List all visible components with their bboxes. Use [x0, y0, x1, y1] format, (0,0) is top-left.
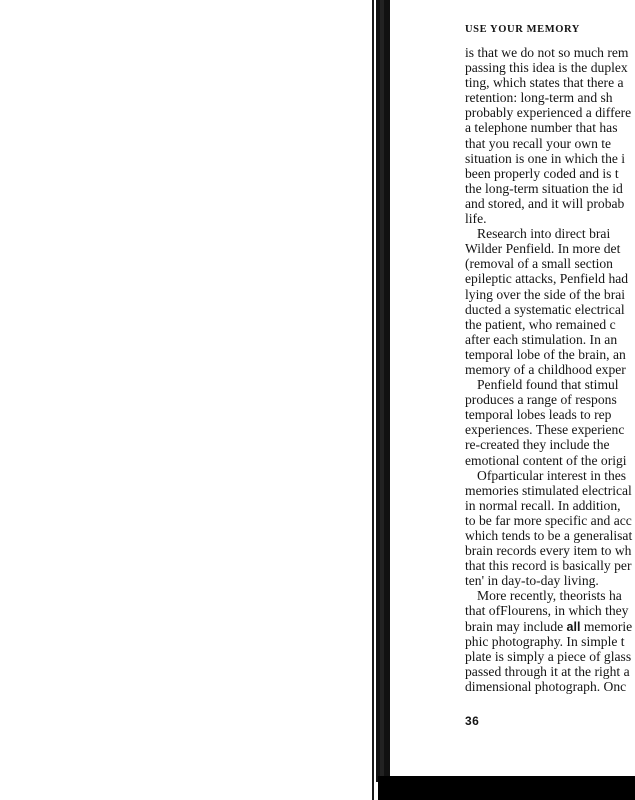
- text-line: retention: long-term and sh: [465, 90, 613, 106]
- text-line: Wilder Penfield. In more det: [465, 241, 621, 257]
- text-line: re-created they include the: [465, 437, 610, 453]
- paragraph: [465, 588, 635, 694]
- text-line: is that we do not so much rem: [465, 45, 629, 60]
- paragraph: [465, 377, 635, 468]
- text-line: after each stimulation. In an: [465, 331, 618, 347]
- text-line: memories stimulated electrical: [465, 482, 632, 498]
- paragraph: [465, 468, 635, 589]
- text-line: passed through it at the right a: [465, 663, 630, 679]
- text-line: that this record is basically per: [465, 558, 632, 574]
- text-line: ducted a systematic electrical: [465, 301, 625, 317]
- text-line: lying over the side of the brai: [465, 286, 626, 302]
- paragraph: [465, 45, 635, 226]
- text-line: temporal lobes leads to rep: [465, 407, 612, 423]
- text-line: been properly coded and is t: [465, 165, 619, 181]
- text-line: life.: [465, 211, 487, 227]
- text-line: probably experienced a differe: [465, 105, 632, 121]
- text-line: brain records every item to wh: [465, 543, 632, 559]
- book-page: [394, 0, 635, 776]
- text-line: produces a range of respons: [465, 392, 617, 408]
- text-line: a telephone number that has: [465, 120, 618, 136]
- book-spine-highlight: [380, 0, 384, 782]
- text-line: in normal recall. In addition,: [465, 497, 621, 513]
- text-line: passing this idea is the duplex: [465, 60, 628, 76]
- text-line: dimensional photograph. Onc: [465, 678, 627, 694]
- text-line: plate is simply a piece of glass: [465, 648, 632, 664]
- text-line: memory of a childhood exper: [465, 361, 626, 377]
- emphasized-word: all: [566, 619, 581, 634]
- text-line: experiences. These experienc: [465, 422, 625, 438]
- text-line: the long-term situation the id: [465, 180, 623, 196]
- running-header: USE YOUR MEMORY: [465, 24, 580, 35]
- text-line: which tends to be a generalisat: [465, 528, 633, 543]
- text-line: ting, which states that there a: [465, 75, 624, 91]
- text-line: that ofFlourens, in which they: [465, 603, 629, 619]
- text-line: (removal of a small section: [465, 256, 613, 272]
- spine-edge: [372, 0, 374, 800]
- text-line: the patient, who remained c: [465, 316, 616, 332]
- page-number: 36: [465, 714, 480, 728]
- text-line: epileptic attacks, Penfield had: [465, 271, 629, 287]
- text-line: and stored, and it will probab: [465, 195, 625, 211]
- text-line: phic photography. In simple t: [465, 633, 625, 649]
- paragraph: [465, 226, 635, 377]
- text-line: More recently, theorists ha: [477, 588, 622, 604]
- text-line: situation is one in which the i: [465, 150, 626, 166]
- text-line: Ofparticular interest in thes: [477, 467, 627, 483]
- text-line: Penfield found that stimul: [477, 377, 619, 393]
- text-line: that you recall your own te: [465, 135, 612, 151]
- text-line: brain may include all memorie: [465, 618, 633, 634]
- text-line: emotional content of the origi: [465, 452, 627, 468]
- body-text: [465, 45, 635, 694]
- text-line: ten' in day-to-day living.: [465, 573, 599, 589]
- text-line: temporal lobe of the brain, an: [465, 346, 626, 362]
- text-line: Research into direct brai: [477, 226, 611, 242]
- scan-bottom-edge: [378, 776, 635, 800]
- text-line: to be far more specific and acc: [465, 512, 632, 528]
